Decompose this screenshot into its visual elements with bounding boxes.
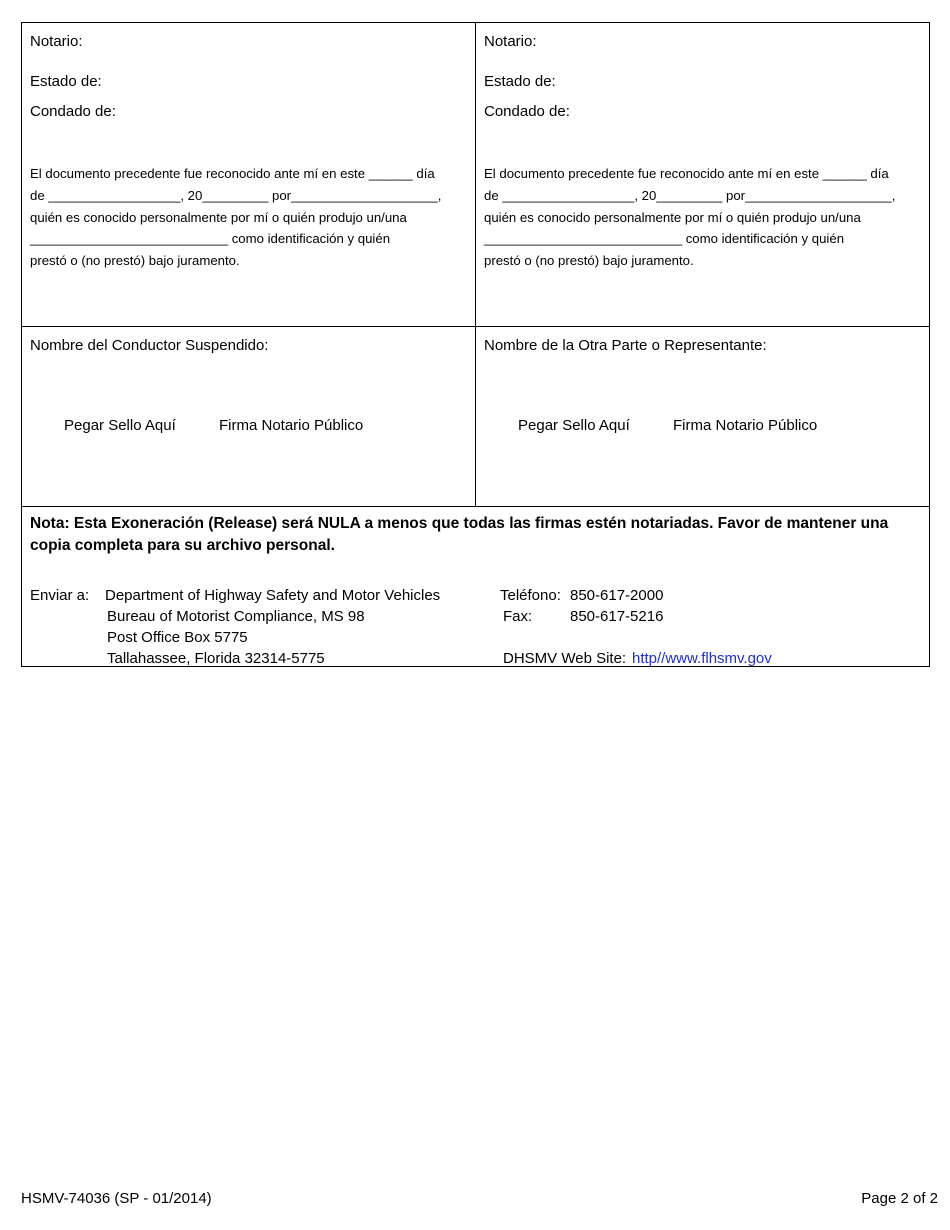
- suspended-driver-signature-cell: [21, 326, 476, 507]
- fax-label: Fax:: [503, 608, 533, 625]
- send-to-label: Enviar a:: [30, 587, 90, 604]
- right-notary-cell: [475, 22, 930, 327]
- phone-number: 850-617-2000: [570, 587, 664, 604]
- para-line: ___________________________ como identificación y quién: [484, 231, 845, 247]
- address-line: Department of Highway Safety and Motor Vehicles: [105, 587, 441, 604]
- para-line: de __________________, 20_________ por____________________,: [30, 187, 442, 203]
- website-label: DHSMV Web Site:: [503, 650, 627, 667]
- notary-signature-label: Firma Notario Público: [673, 417, 818, 434]
- form-id: HSMV-74036 (SP - 01/2014): [21, 1190, 212, 1207]
- suspended-driver-name-label: Nombre del Conductor Suspendido:: [30, 337, 269, 354]
- stamp-here-label: Pegar Sello Aquí: [518, 417, 630, 434]
- para-line: quién es conocido personalmente por mí o quién produjo un/una: [30, 209, 407, 225]
- note-cell: [21, 506, 930, 667]
- acknowledgment-paragraph: [484, 163, 924, 272]
- para-line: prestó o (no prestó) bajo juramento.: [30, 253, 240, 269]
- notary-label: Notario:: [484, 33, 537, 50]
- notary-label: Notario:: [30, 33, 83, 50]
- state-label: Estado de:: [30, 73, 102, 90]
- para-line: prestó o (no prestó) bajo juramento.: [484, 253, 694, 269]
- notary-form: [21, 22, 930, 667]
- address-line: Bureau of Motorist Compliance, MS 98: [107, 608, 365, 625]
- website-link[interactable]: http//www.flhsmv.gov: [632, 650, 772, 667]
- other-party-name-label: Nombre de la Otra Parte o Representante:: [484, 337, 767, 354]
- page-number: Page 2 of 2: [861, 1190, 938, 1207]
- acknowledgment-paragraph: [30, 163, 470, 272]
- county-label: Condado de:: [30, 103, 116, 120]
- left-notary-cell: [21, 22, 476, 327]
- state-label: Estado de:: [484, 73, 556, 90]
- county-label: Condado de:: [484, 103, 570, 120]
- phone-label: Teléfono:: [500, 587, 561, 604]
- nullity-note: Nota: Esta Exoneración (Release) será NULA a menos que todas las firmas estén notariadas. Favor de mantener una copia completa para su archivo personal.: [30, 515, 889, 554]
- other-party-signature-cell: [475, 326, 930, 507]
- address-line: Post Office Box 5775: [107, 629, 248, 646]
- stamp-here-label: Pegar Sello Aquí: [64, 417, 176, 434]
- fax-number: 850-617-5216: [570, 608, 664, 625]
- para-line: El documento precedente fue reconocido ante mí en este ______ día: [30, 166, 435, 181]
- para-line: El documento precedente fue reconocido ante mí en este ______ día: [484, 166, 889, 181]
- notary-signature-label: Firma Notario Público: [219, 417, 364, 434]
- para-line: de __________________, 20_________ por____________________,: [484, 187, 896, 203]
- para-line: quién es conocido personalmente por mí o quién produjo un/una: [484, 209, 861, 225]
- para-line: ___________________________ como identificación y quién: [30, 231, 391, 247]
- address-line: Tallahassee, Florida 32314-5775: [107, 650, 325, 667]
